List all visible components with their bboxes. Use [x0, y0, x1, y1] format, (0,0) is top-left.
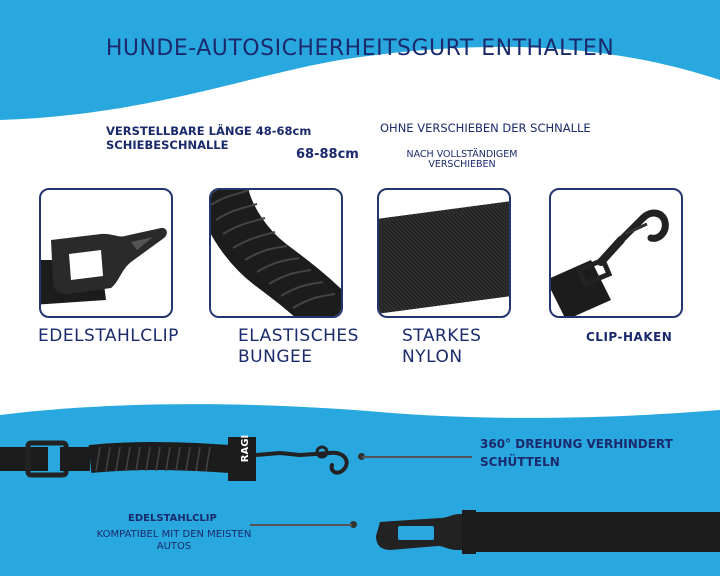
- leash-bungee-illustration: [0, 425, 380, 495]
- feature-box-steel-clip: [39, 188, 173, 318]
- seatbelt-clip-strap-illustration: [370, 500, 720, 564]
- feature-label-bungee-2: BUNGEE: [238, 347, 313, 367]
- clip-desc-text-1: KOMPATIBEL MIT DEN MEISTEN: [96, 529, 252, 540]
- clip-title-text: EDELSTAHLCLIP: [128, 513, 217, 524]
- feature-label-nylon-2: NYLON: [402, 347, 463, 367]
- top-blue-wave: [0, 0, 720, 130]
- nylon-strap-icon: [379, 190, 509, 316]
- after-shift-text-1: NACH VOLLSTÄNDIGEM: [406, 149, 518, 160]
- brand-tag: RAGI: [240, 434, 252, 463]
- without-shift-text: OHNE VERSCHIEBEN DER SCHNALLE: [380, 121, 591, 135]
- seatbelt-clip-icon: [41, 190, 171, 316]
- extended-length-text: 68-88cm: [296, 147, 359, 162]
- feature-label-clip-hook: CLIP-HAKEN: [586, 330, 673, 344]
- rotation-callout-line: [362, 456, 472, 458]
- after-shift-text-2: VERSCHIEBEN: [428, 159, 496, 170]
- page-title: HUNDE-AUTOSICHERHEITSGURT ENTHALTEN: [105, 36, 615, 61]
- feature-box-bungee: [209, 188, 343, 318]
- rotation-text-2: SCHÜTTELN: [480, 455, 560, 469]
- clip-hook-icon: [551, 190, 681, 316]
- bungee-icon: [211, 190, 341, 316]
- feature-label-nylon-1: STARKES: [402, 326, 482, 346]
- clip-desc-text-2: AUTOS: [156, 541, 192, 552]
- adjustable-length-text: VERSTELLBARE LÄNGE 48-68cm: [106, 124, 312, 138]
- feature-box-nylon: [377, 188, 511, 318]
- slide-buckle-text: SCHIEBESCHNALLE: [106, 138, 229, 152]
- feature-box-clip-hook: [549, 188, 683, 318]
- clip-callout-line: [250, 524, 352, 526]
- rotation-text-1: 360° DREHUNG VERHINDERT: [480, 437, 673, 451]
- feature-label-bungee-1: ELASTISCHES: [238, 326, 359, 346]
- feature-label-steel-clip: EDELSTAHLCLIP: [38, 326, 179, 346]
